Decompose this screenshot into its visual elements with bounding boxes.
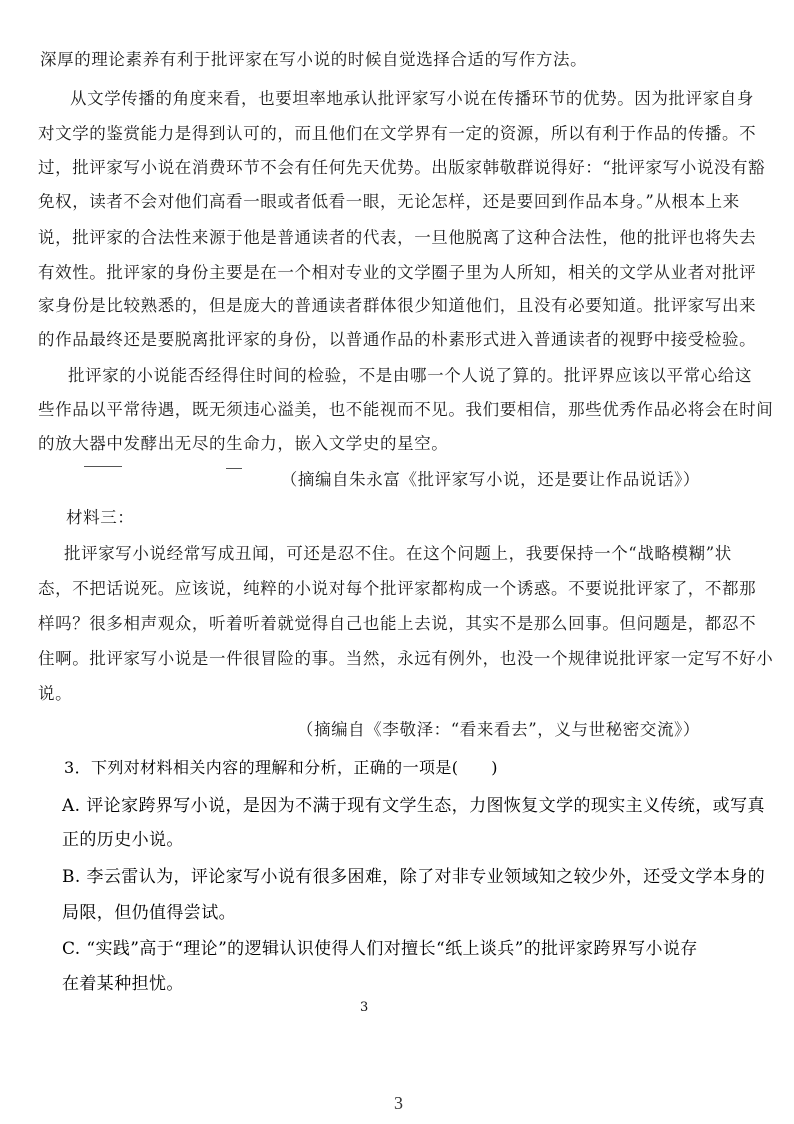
text-line-9: 的作品最终还是要脱离批评家的身份，以普通作品的朴素形式进入普通读者的视野中接受检验。 (38, 330, 757, 349)
text-line-8: 家身份是比较熟悉的，但是庞大的普通读者群体很少知道他们，且没有必要知道。批评家写出来 (38, 296, 757, 315)
source-citation-2: （摘编自《李敬泽：“看来看去”，义与世秘密交流》） (296, 720, 700, 739)
text-line-3: 对文学的鉴赏能力是得到认可的，而且他们在文学界有一定的资源，所以有利于作品的传播。不 (38, 124, 757, 143)
text-line-14: 态，不把话说死。应该说，纯粹的小说对每个批评家都构成一个诱惑。不要说批评家了，不都那 (38, 579, 757, 598)
scan-mark (84, 466, 122, 467)
text-line-17: 说。 (38, 684, 73, 703)
option-a-line-2: 正的历史小说。 (62, 830, 184, 850)
source-citation-1: （摘编自朱永富《批评家写小说，还是要让作品说话》） (280, 470, 700, 489)
text-line-12: 的放大器中发酵出无尽的生命力，嵌入文学史的星空。 (38, 434, 449, 453)
text-line-16: 住啊。批评家写小说是一件很冒险的事。当然，永远有例外，也没一个规律说批评家一定写不好小 (38, 649, 774, 668)
scan-mark (226, 468, 242, 469)
text-line-11: 些作品以平常待遇，既无须违心溢美，也不能视而不见。我们要相信，那些优秀作品必将会在时间 (38, 400, 774, 419)
text-line-15: 样吗？很多相声观众，听着听着就觉得自己也能上去说，其实不是那么回事。但问题是，都忍不 (38, 614, 757, 633)
option-c-line-1: C. “实践”高于“理论”的逻辑认识使得人们对擅长“纸上谈兵”的批评家跨界写小说存 (62, 939, 698, 959)
text-line-4: 过，批评家写小说在消费环节不会有任何先天优势。出版家韩敬群说得好：“批评家写小说没有豁 (38, 158, 766, 177)
text-line-10: 批评家的小说能否经得住时间的检验，不是由哪一个人说了算的。批评界应该以平常心给这 (68, 366, 752, 385)
text-line-13: 批评家写小说经常写成丑闻，可还是忍不住。在这个问题上，我要保持一个“战略模糊”状 (64, 544, 732, 563)
text-line-1: 深厚的理论素养有利于批评家在写小说的时候自觉选择合适的写作方法。 (40, 50, 588, 69)
text-line-7: 有效性。批评家的身份主要是在一个相对专业的文学圈子里为人所知，相关的文学从业者对批评 (38, 263, 757, 282)
text-line-2: 从文学传播的角度来看，也要坦率地承认批评家写小说在传播环节的优势。因为批评家自身 (70, 89, 754, 108)
option-b-line-1: B. 李云雷认为，评论家写小说有很多困难，除了对非专业领域知之较少外，还受文学本身的 (62, 867, 766, 887)
option-a-line-1: A. 评论家跨界写小说，是因为不满于现有文学生态，力图恢复文学的现实主义传统，或写真 (62, 796, 765, 816)
text-line-6: 说，批评家的合法性来源于他是普通读者的代表，一旦他脱离了这种合法性，他的批评也将失去 (38, 228, 757, 247)
question-stem: 3．下列对材料相关内容的理解和分析，正确的一项是( ) (64, 758, 498, 777)
text-line-5: 免权，读者不会对他们高看一眼或者低看一眼，无论怎样，还是要回到作品本身。”从根本上来 (38, 192, 740, 211)
section-heading-material-3: 材料三： (66, 508, 135, 527)
option-c-line-2: 在着某种担忧。 (62, 974, 184, 994)
option-b-line-2: 局限，但仍值得尝试。 (62, 903, 236, 923)
page-number-large: 3 (394, 1093, 403, 1113)
page-number-small: 3 (360, 1000, 369, 1015)
